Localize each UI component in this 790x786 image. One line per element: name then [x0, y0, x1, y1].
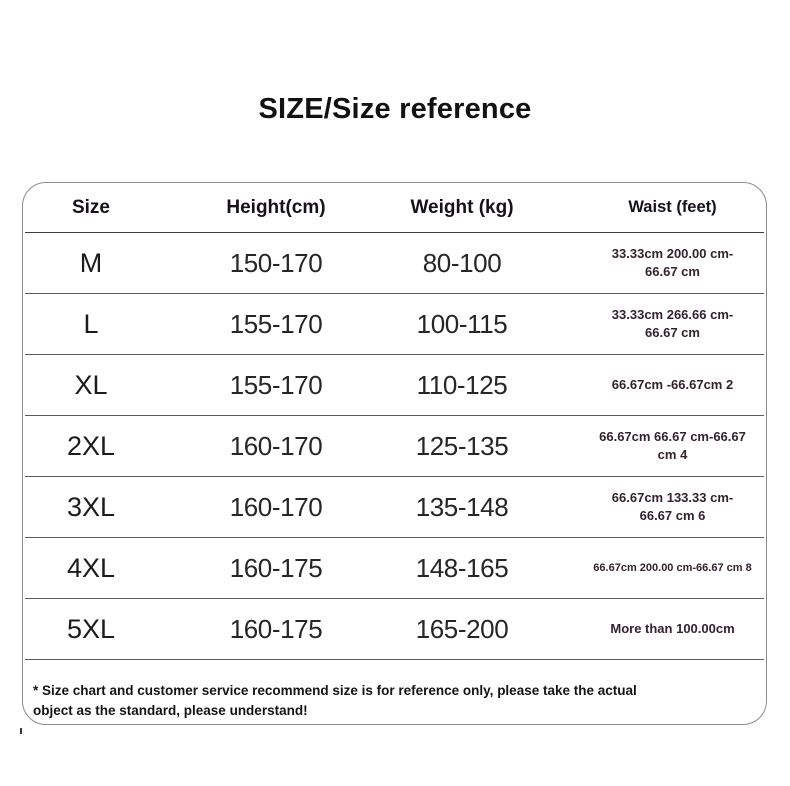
table-row-3xl [25, 477, 764, 538]
weight-cell: 100-115 [416, 308, 508, 339]
height-cell: 160-175 [229, 552, 323, 583]
stray-mark [20, 728, 22, 734]
table-header-row [25, 183, 764, 233]
height-cell: 160-170 [229, 491, 323, 522]
header-weight: Weight (kg) [410, 196, 514, 218]
header-waist: Waist (feet) [628, 198, 717, 216]
disclaimer-line-1: * Size chart and customer service recommend size is for reference only, please take the actual [33, 683, 637, 698]
height-cell: 150-170 [229, 247, 323, 278]
waist-cell: 66.67cm 200.00 cm-66.67 cm 8 [593, 561, 752, 574]
page-title: SIZE/Size reference [258, 93, 532, 125]
header-height: Height(cm) [226, 196, 326, 218]
size-cell: 4XL [66, 552, 116, 583]
table-row-m [25, 233, 764, 294]
size-cell: 5XL [66, 613, 116, 644]
size-cell: L [83, 308, 99, 339]
size-cell: 3XL [66, 491, 116, 522]
size-disclaimer [33, 681, 733, 721]
weight-cell: 125-135 [415, 430, 509, 461]
height-cell: 155-170 [229, 369, 323, 400]
table-row-xl [25, 355, 764, 416]
table-row-2xl [25, 416, 764, 477]
weight-cell: 80-100 [422, 247, 502, 278]
weight-cell: 148-165 [415, 552, 509, 583]
height-cell: 160-175 [229, 613, 323, 644]
table-row-4xl [25, 538, 764, 599]
waist-cell: More than 100.00cm [610, 621, 735, 637]
table-row-5xl [25, 599, 764, 660]
height-cell: 160-170 [229, 430, 323, 461]
disclaimer-line-2: object as the standard, please understand! [33, 703, 308, 718]
waist-cell: 66.67cm -66.67cm 2 [611, 377, 734, 393]
weight-cell: 110-125 [416, 369, 508, 400]
waist-cell: 33.33cm 200.00 cm-66.67 cm [611, 246, 734, 279]
waist-cell: 66.67cm 66.67 cm-66.67 cm 4 [599, 429, 746, 462]
height-cell: 155-170 [229, 308, 323, 339]
size-cell: XL [74, 369, 108, 400]
size-reference-table [22, 182, 767, 725]
waist-cell: 33.33cm 266.66 cm-66.67 cm [611, 307, 734, 340]
table-row-l [25, 294, 764, 355]
waist-cell: 66.67cm 133.33 cm-66.67 cm 6 [611, 490, 734, 523]
header-size: Size [71, 196, 111, 218]
weight-cell: 135-148 [415, 491, 509, 522]
size-cell: 2XL [66, 430, 116, 461]
weight-cell: 165-200 [415, 613, 509, 644]
size-cell: M [79, 247, 103, 278]
